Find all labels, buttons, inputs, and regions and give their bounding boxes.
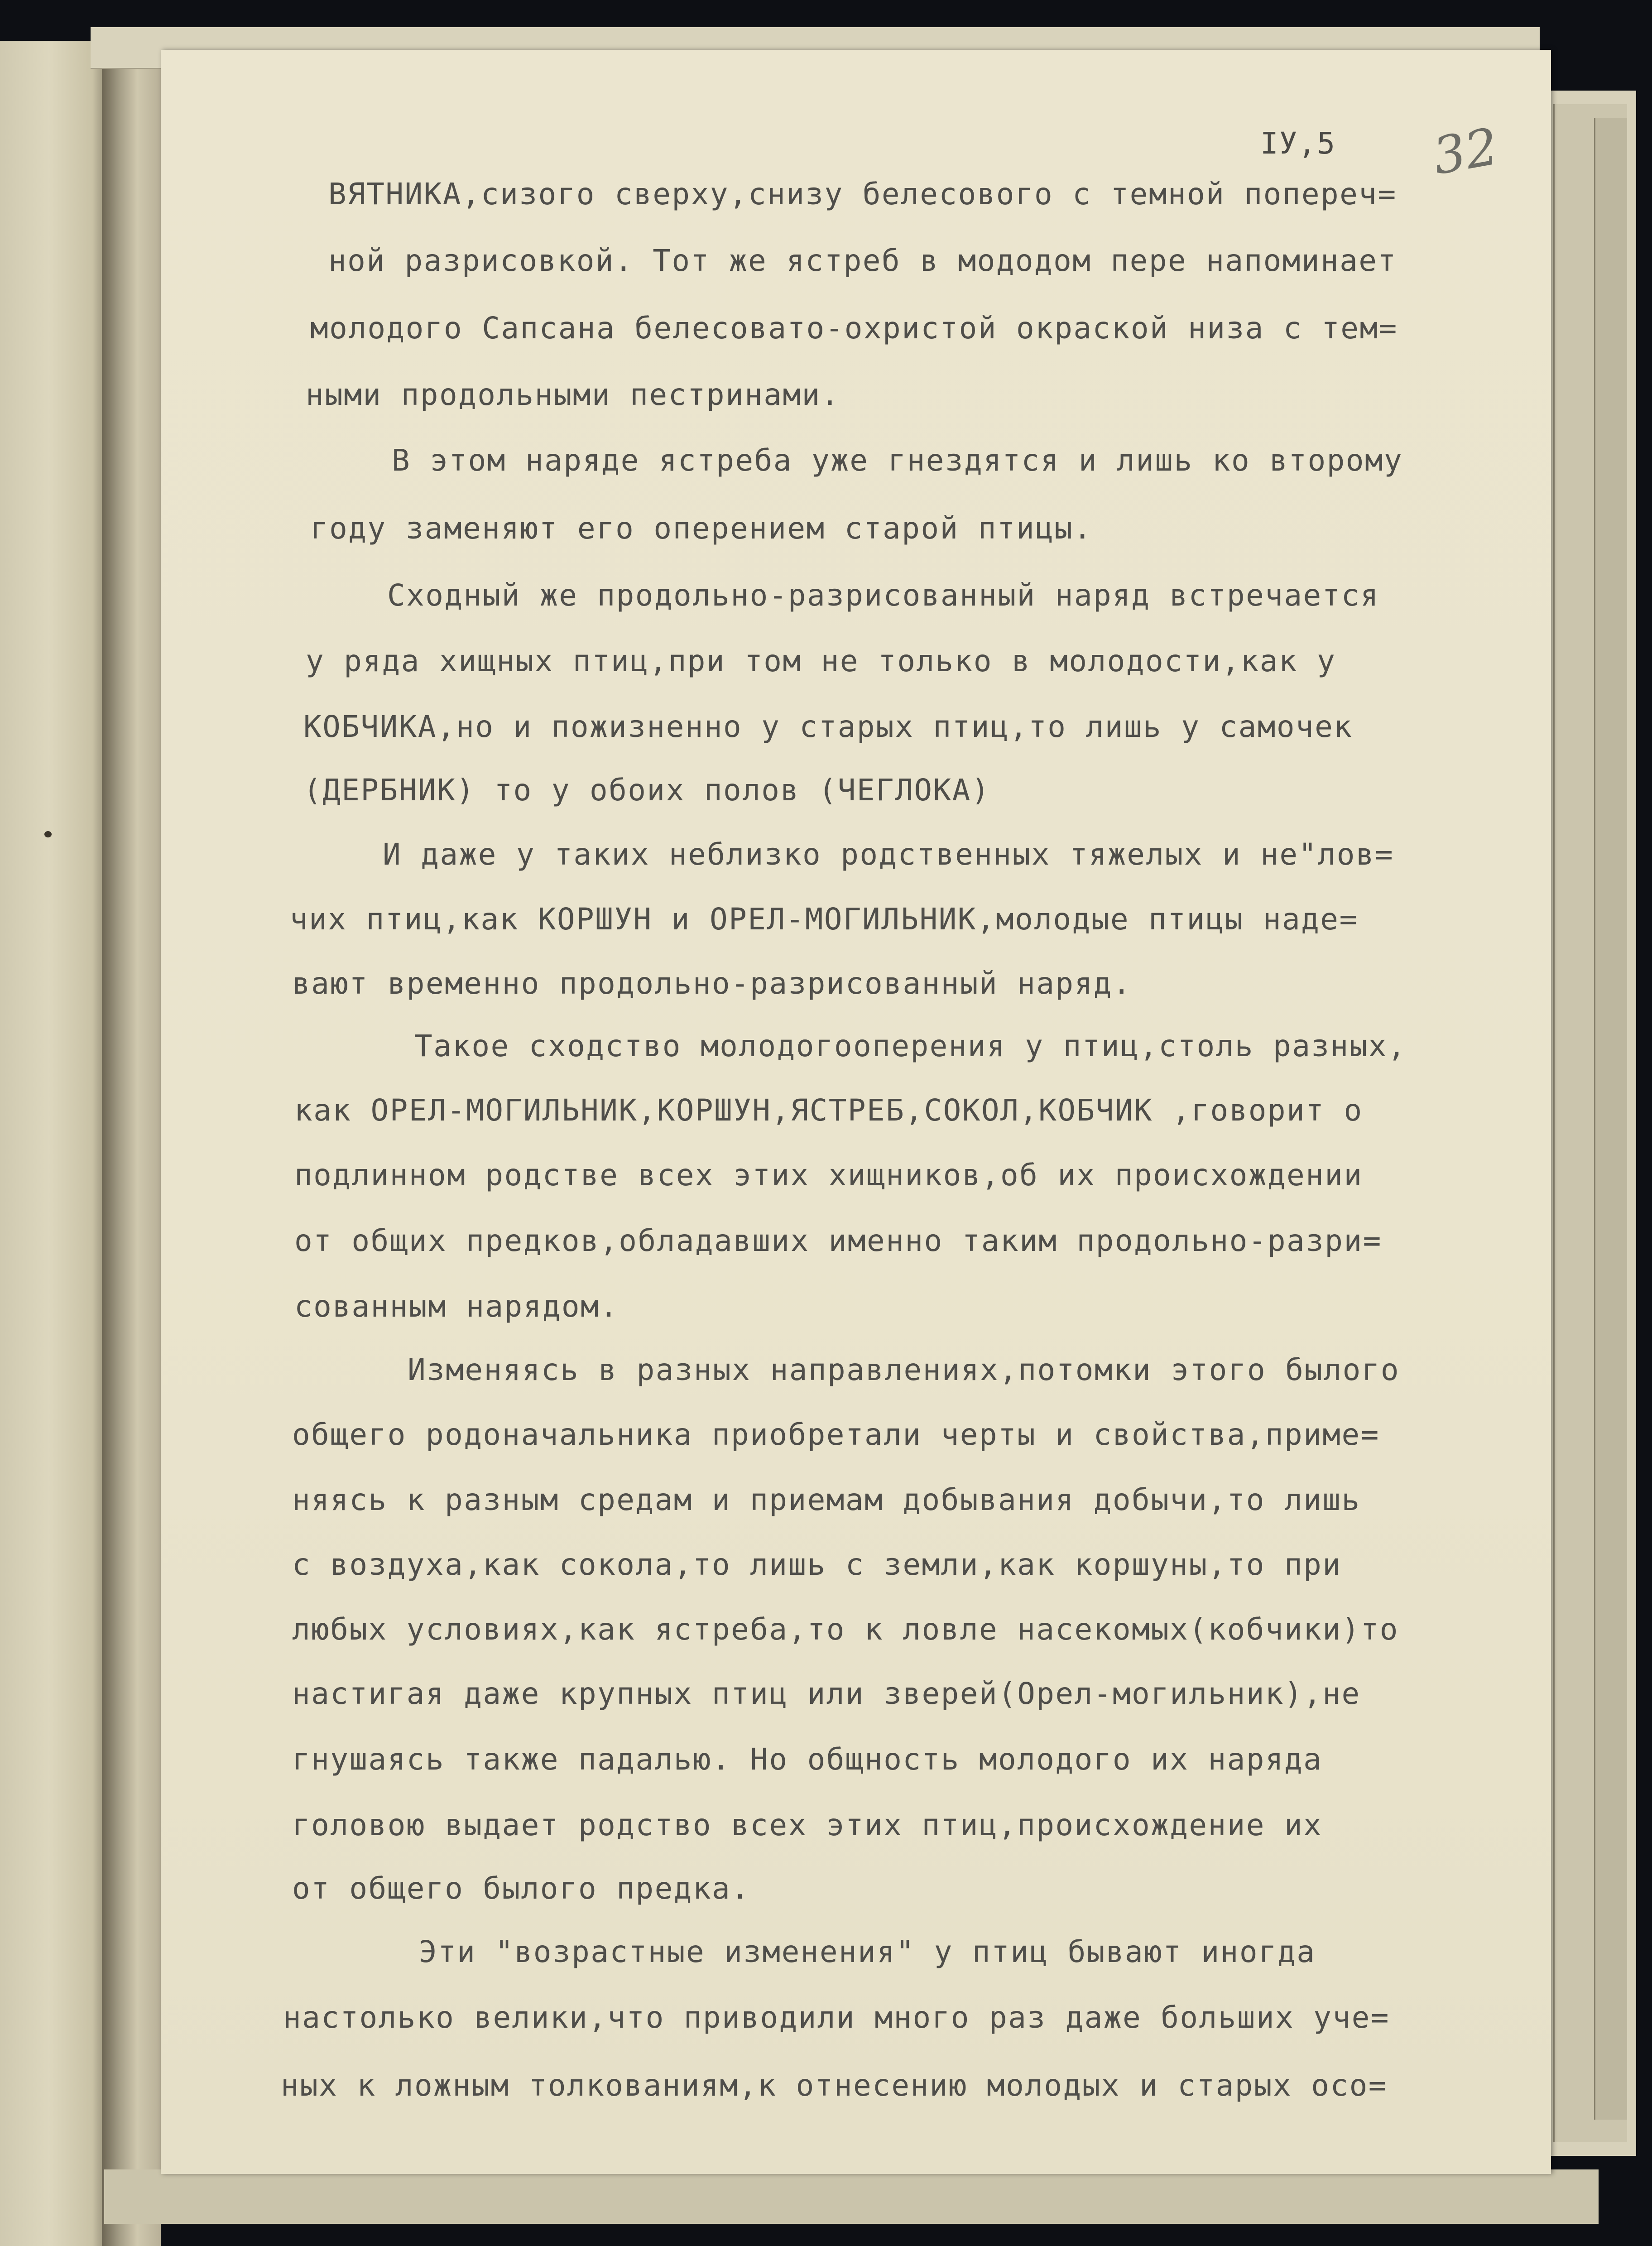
- folder-bottom-edge: [104, 2169, 1599, 2224]
- text-line: настолько велики,что приводили много раз даже больших уче=: [283, 2000, 1390, 2035]
- text-line: вают временно продольно-разрисованный наряд.: [292, 966, 1132, 1001]
- folder-spine: [102, 54, 161, 2246]
- text-line: В этом наряде ястреба уже гнездятся и лишь ко второму: [392, 443, 1403, 478]
- text-line: гнушаясь также падалью. Но общность молодого их наряда: [292, 1742, 1323, 1777]
- text-line: (ДЕРБНИК) то у обоих полов (ЧЕГЛОКА): [303, 773, 990, 808]
- text-line: от общего былого предка.: [292, 1871, 750, 1906]
- page-stack: [1594, 118, 1627, 2120]
- text-line: году заменяют его оперением старой птицы.: [310, 511, 1093, 546]
- text-line: ной разрисовкой. Тот же ястреб в мододом пере напоминает: [328, 243, 1397, 278]
- text-line: сованным нарядом.: [294, 1289, 619, 1324]
- text-line: от общих предков,обладавших именно таким продольно-разри=: [294, 1223, 1382, 1258]
- text-line: Сходный же продольно-разрисованный наряд встречается: [387, 578, 1380, 613]
- typed-page: [161, 50, 1551, 2174]
- text-line: И даже у таких неблизко родственных тяжелых и не"лов=: [383, 837, 1394, 872]
- text-line: ных к ложным толкованиям,к отнесению молодых и старых осо=: [281, 2068, 1388, 2103]
- text-line: любых условиях,как ястреба,то к ловле насекомых(кобчики)то: [292, 1612, 1399, 1647]
- text-line: КОБЧИКА,но и пожизненно у старых птиц,то лишь у самочек: [303, 709, 1353, 744]
- text-line: Такое сходство молодогооперения у птиц,столь разных,: [414, 1029, 1407, 1063]
- left-page: [0, 41, 109, 2246]
- text-line: Изменяясь в разных направлениях,потомки этого былого: [408, 1352, 1400, 1387]
- text-line: чих птиц,как КОРШУН и ОРЕЛ-МОГИЛЬНИК,молодые птицы наде=: [290, 902, 1359, 937]
- text-line: ВЯТНИКА,сизого сверху,снизу белесового с темной попереч=: [328, 177, 1397, 212]
- text-line: у ряда хищных птиц,при том не только в молодости,как у: [306, 644, 1336, 678]
- ink-dot: [44, 831, 52, 837]
- text-line: Эти "возрастные изменения" у птиц бывают иногда: [419, 1934, 1316, 1969]
- text-line: молодого Сапсана белесовато-охристой окраской низа с тем=: [310, 311, 1398, 346]
- text-line: подлинном родстве всех этих хищников,об их происхождении: [294, 1158, 1363, 1193]
- text-line: как ОРЕЛ-МОГИЛЬНИК,КОРШУН,ЯСТРЕБ,СОКОЛ,КОБЧИК ,говорит о: [294, 1093, 1363, 1128]
- page-number: IУ,5: [1260, 126, 1336, 161]
- text-line: настигая даже крупных птиц или зверей(Орел-могильник),не: [292, 1676, 1361, 1711]
- text-line: с воздуха,как сокола,то лишь с земли,как коршуны,то при: [292, 1547, 1342, 1582]
- archive-folio-number: 32: [1428, 117, 1503, 187]
- text-line: общего родоначальника приобретали черты и свойства,приме=: [292, 1417, 1380, 1452]
- text-line: ными продольными пестринами.: [306, 377, 840, 412]
- text-line: няясь к разным средам и приемам добывания добычи,то лишь: [292, 1482, 1361, 1517]
- text-line: головою выдает родство всех этих птиц,происхождение их: [292, 1808, 1323, 1842]
